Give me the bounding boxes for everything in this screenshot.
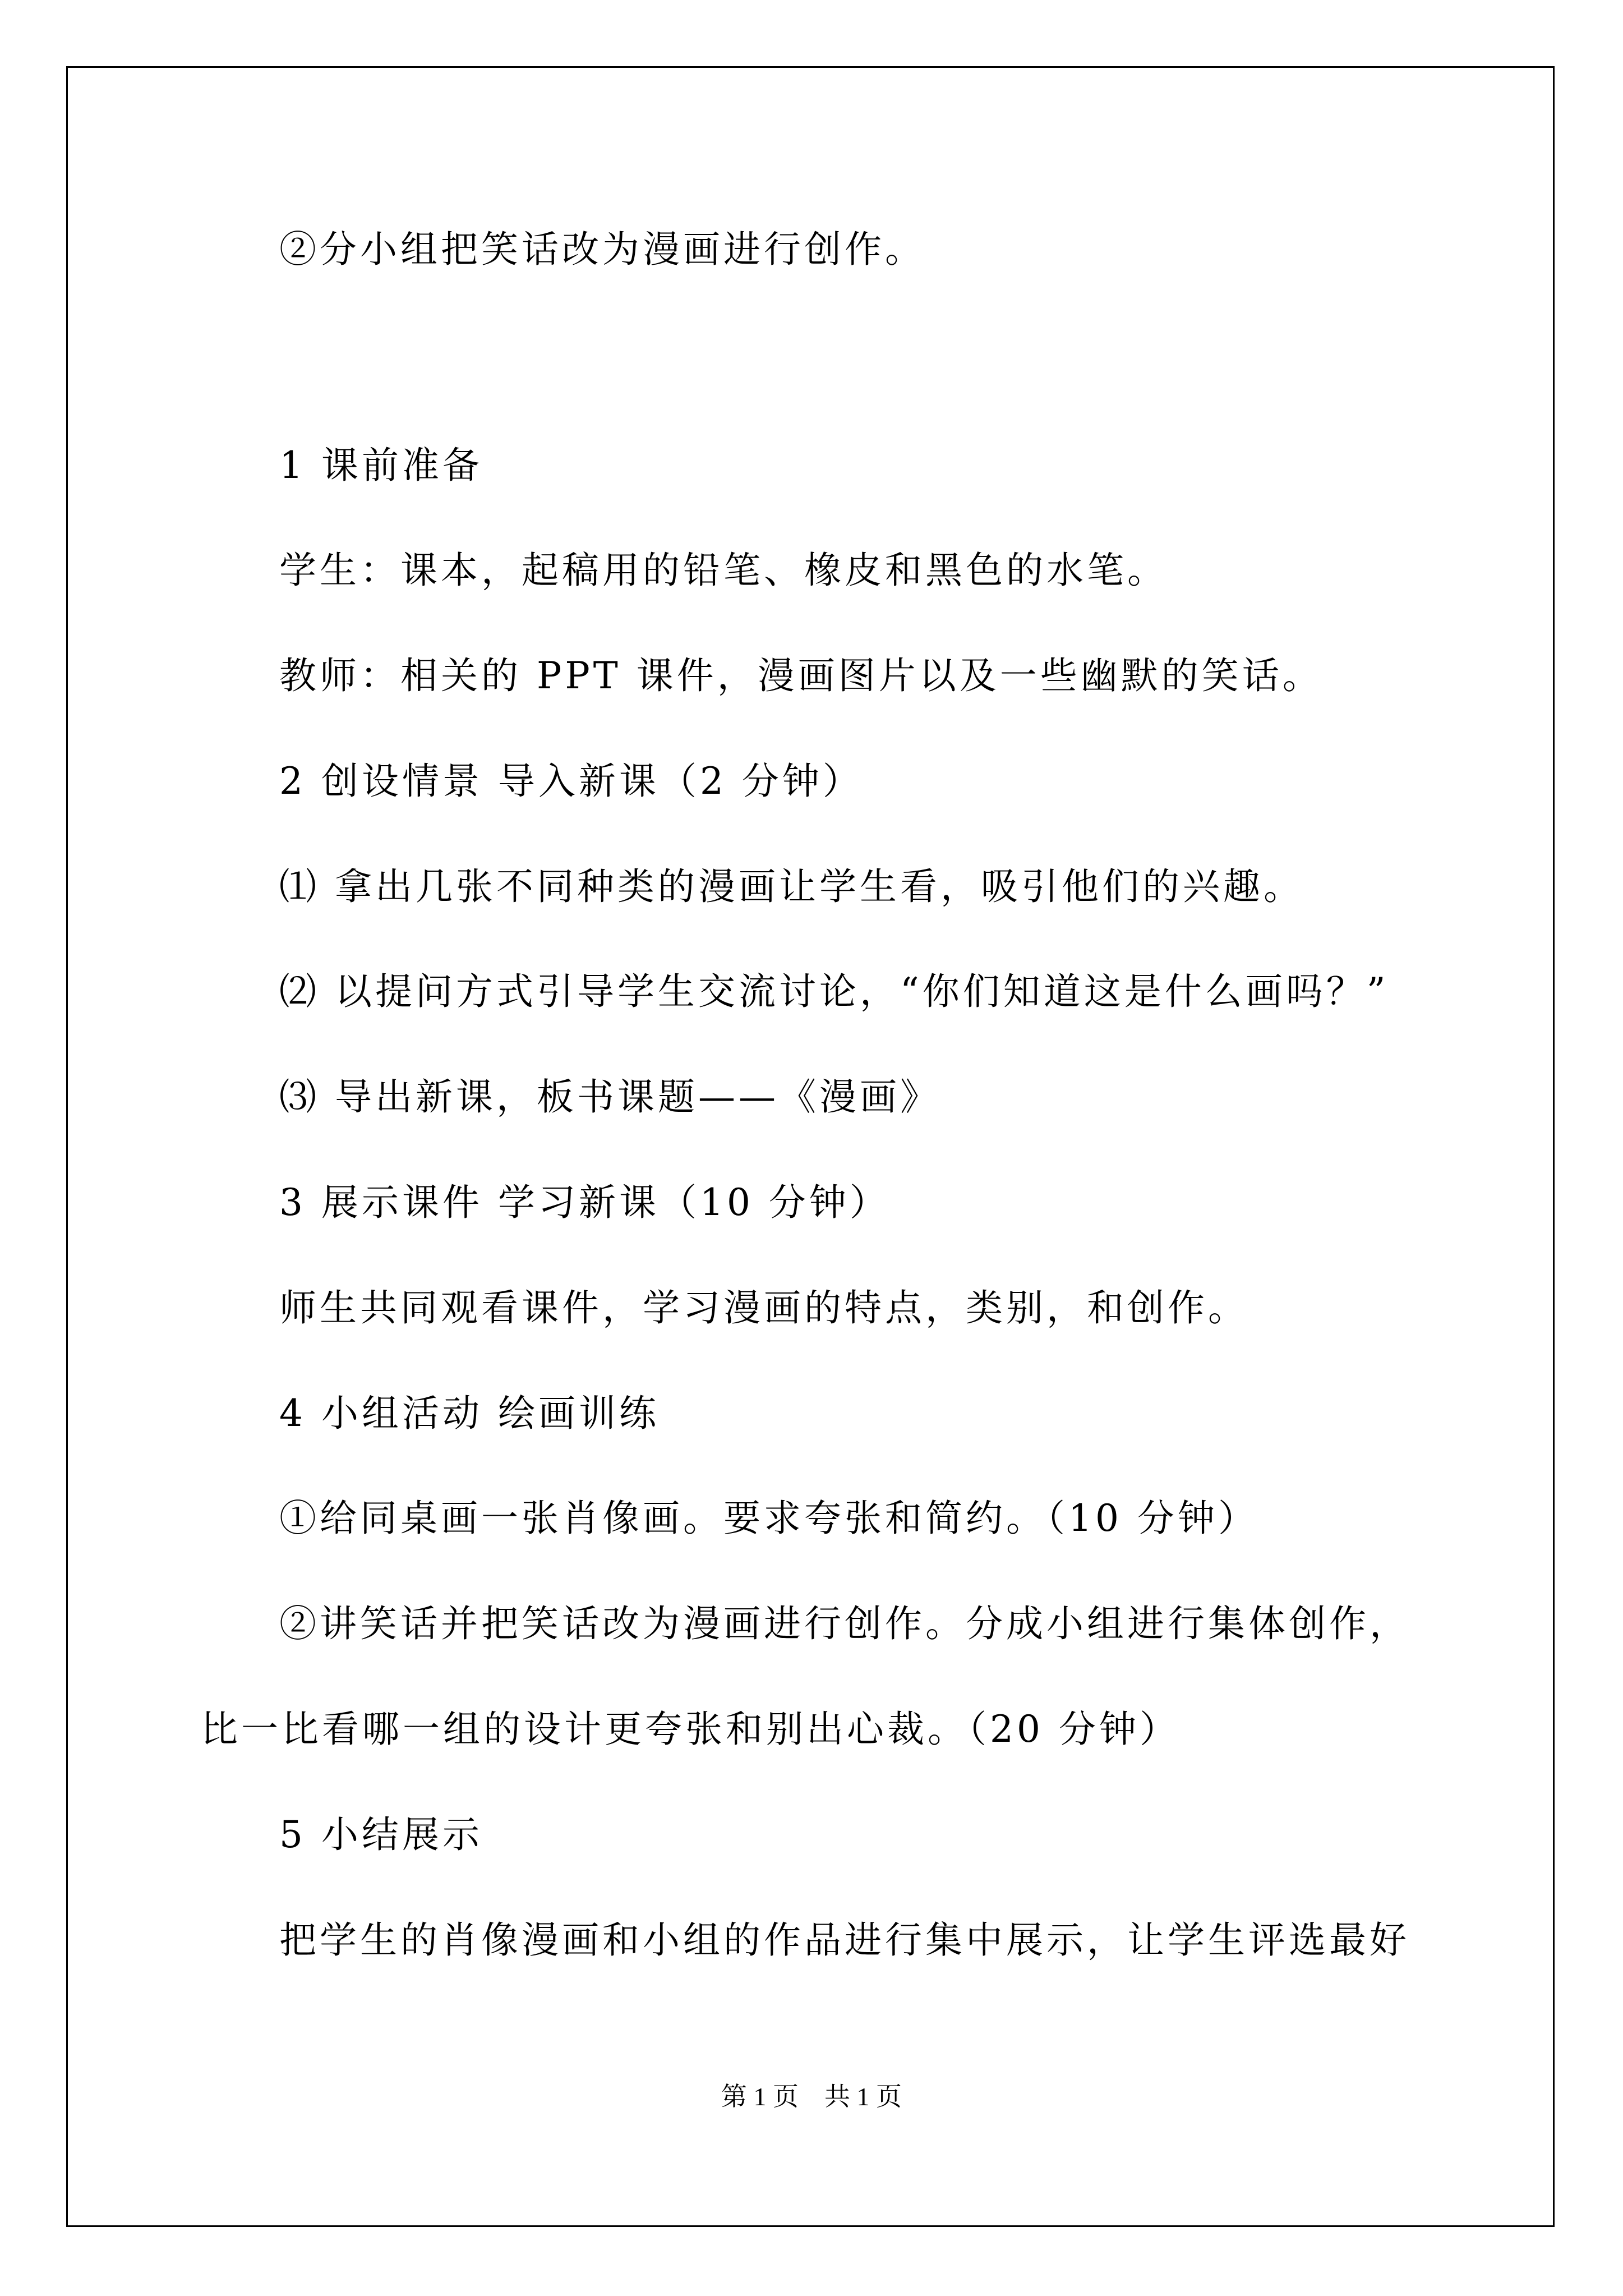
paragraph-line: 学生：课本，起稿用的铅笔、橡皮和黑色的水笔。 (279, 549, 1168, 592)
paragraph-line: ②讲笑话并把笑话改为漫画进行创作。分成小组进行集体创作， (279, 1602, 1410, 1645)
paragraph-line: 教师：相关的 PPT 课件，漫画图片以及一些幽默的笑话。 (279, 654, 1323, 697)
paragraph-line: ②分小组把笑话改为漫画进行创作。 (279, 228, 925, 271)
section-heading: 4 小组活动 绘画训练 (279, 1392, 660, 1435)
paragraph-line: ⑶ 导出新课，板书课题——《漫画》 (279, 1075, 940, 1119)
paragraph-line: 师生共同观看课件，学习漫画的特点，类别，和创作。 (279, 1286, 1248, 1329)
section-heading: 3 展示课件 学习新课（10 分钟） (279, 1181, 890, 1224)
section-heading: 5 小结展示 (279, 1813, 483, 1856)
page-footer: 第 1 页 共 1 页 (721, 2082, 902, 2111)
paragraph-line: 把学生的肖像漫画和小组的作品进行集中展示，让学生评选最好 (279, 1918, 1410, 1962)
paragraph-line: ⑴ 拿出几张不同种类的漫画让学生看，吸引他们的兴趣。 (279, 865, 1304, 908)
section-heading: 1 课前准备 (279, 444, 483, 487)
paragraph-line: ①给同桌画一张肖像画。要求夸张和简约。（10 分钟） (279, 1497, 1258, 1540)
paragraph-line: 比一比看哪一组的设计更夸张和别出心裁。（20 分钟） (201, 1708, 1180, 1751)
section-heading: 2 创设情景 导入新课（2 分钟） (279, 760, 863, 803)
page-border (66, 66, 1555, 2227)
paragraph-line: ⑵ 以提问方式引导学生交流讨论，“你们知道这是什么画吗？” (279, 970, 1389, 1013)
